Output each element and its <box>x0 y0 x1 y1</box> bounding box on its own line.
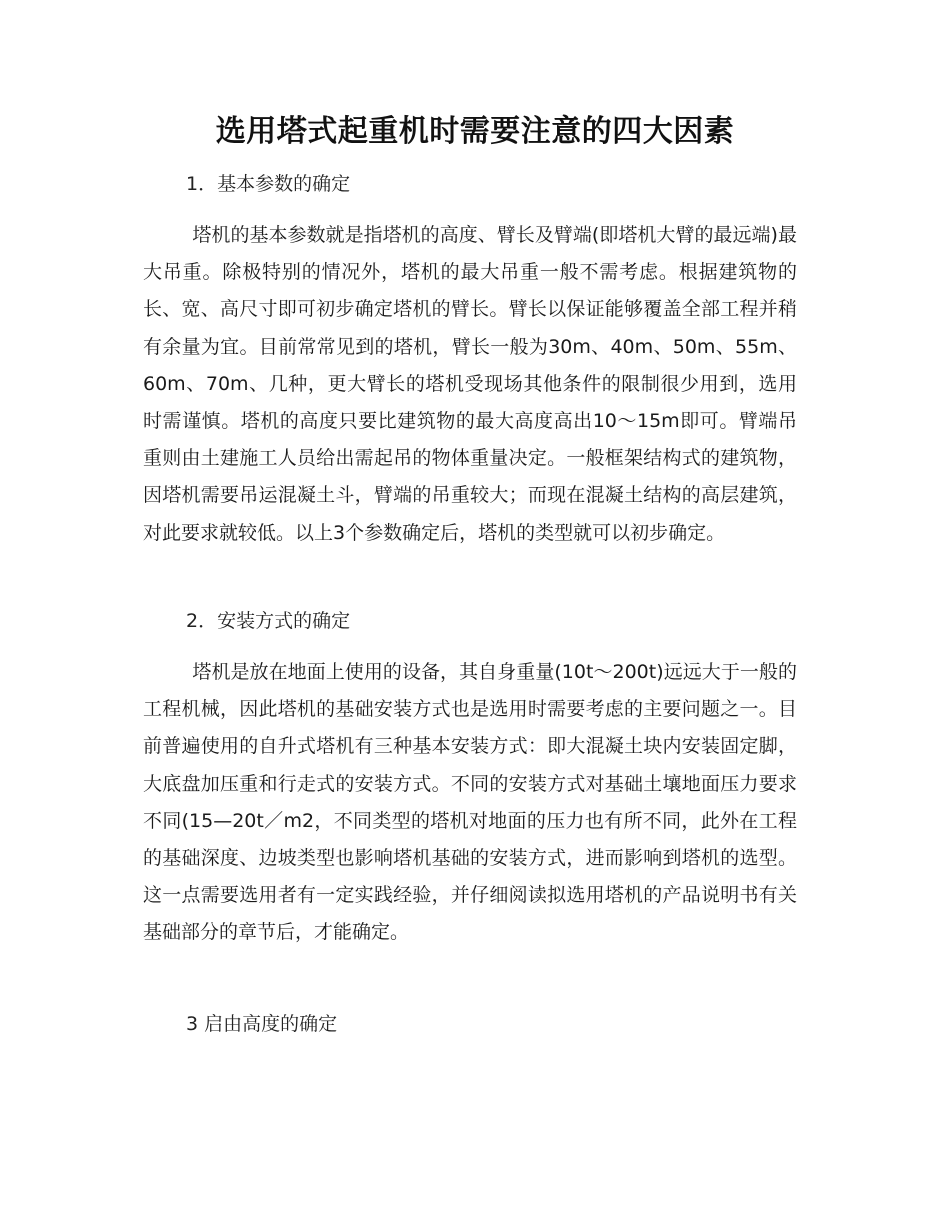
section-heading-3: 3 启由高度的确定 <box>186 1013 338 1035</box>
section-heading-1: 1．基本参数的确定 <box>186 173 351 195</box>
section-paragraph-1: 塔机的基本参数就是指塔机的高度、臂长及臂端(即塔机大臂的最远端)最大吊重。除极特别的情况外，塔机的最大吊重一般不需考虑。根据建筑物的长、宽、高尺寸即可初步确定塔机的臂长。臂长以保证能够覆盖全部工程并稍有余量为宜。目前常常见到的塔机，臂长一般为30m、40m、50m、55m、60m、70m、几种，更大臂长的塔机受现场其他条件的限制很少用到，选用时需谨慎。塔机的高度只要比建筑物的最大高度高出10～15m即可。臂端吊重则由土建施工人员给出需起吊的物体重量决定。一般框架结构式的建筑物，因塔机需要吊运混凝土斗，臂端的吊重较大；而现在混凝土结构的高层建筑，对此要求就较低。以上3个参数确定后，塔机的类型就可以初步确定。 <box>143 224 797 544</box>
section-heading-2: 2．安装方式的确定 <box>186 610 351 632</box>
document-title: 选用塔式起重机时需要注意的四大因素 <box>215 114 735 149</box>
section-paragraph-2: 塔机是放在地面上使用的设备，其自身重量(10t～200t)远远大于一般的工程机械，因此塔机的基础安装方式也是选用时需要考虑的主要问题之一。目前普遍使用的自升式塔机有三种基本安装方式：即大混凝土块内安装固定脚，大底盘加压重和行走式的安装方式。不同的安装方式对基础土壤地面压力要求不同(15—20t／m2，不同类型的塔机对地面的压力也有所不同，此外在工程的基础深度、边坡类型也影响塔机基础的安装方式，进而影响到塔机的选型。这一点需要选用者有一定实践经验，并仔细阅读拟选用塔机的产品说明书有关基础部分的章节后，才能确定。 <box>143 661 797 944</box>
